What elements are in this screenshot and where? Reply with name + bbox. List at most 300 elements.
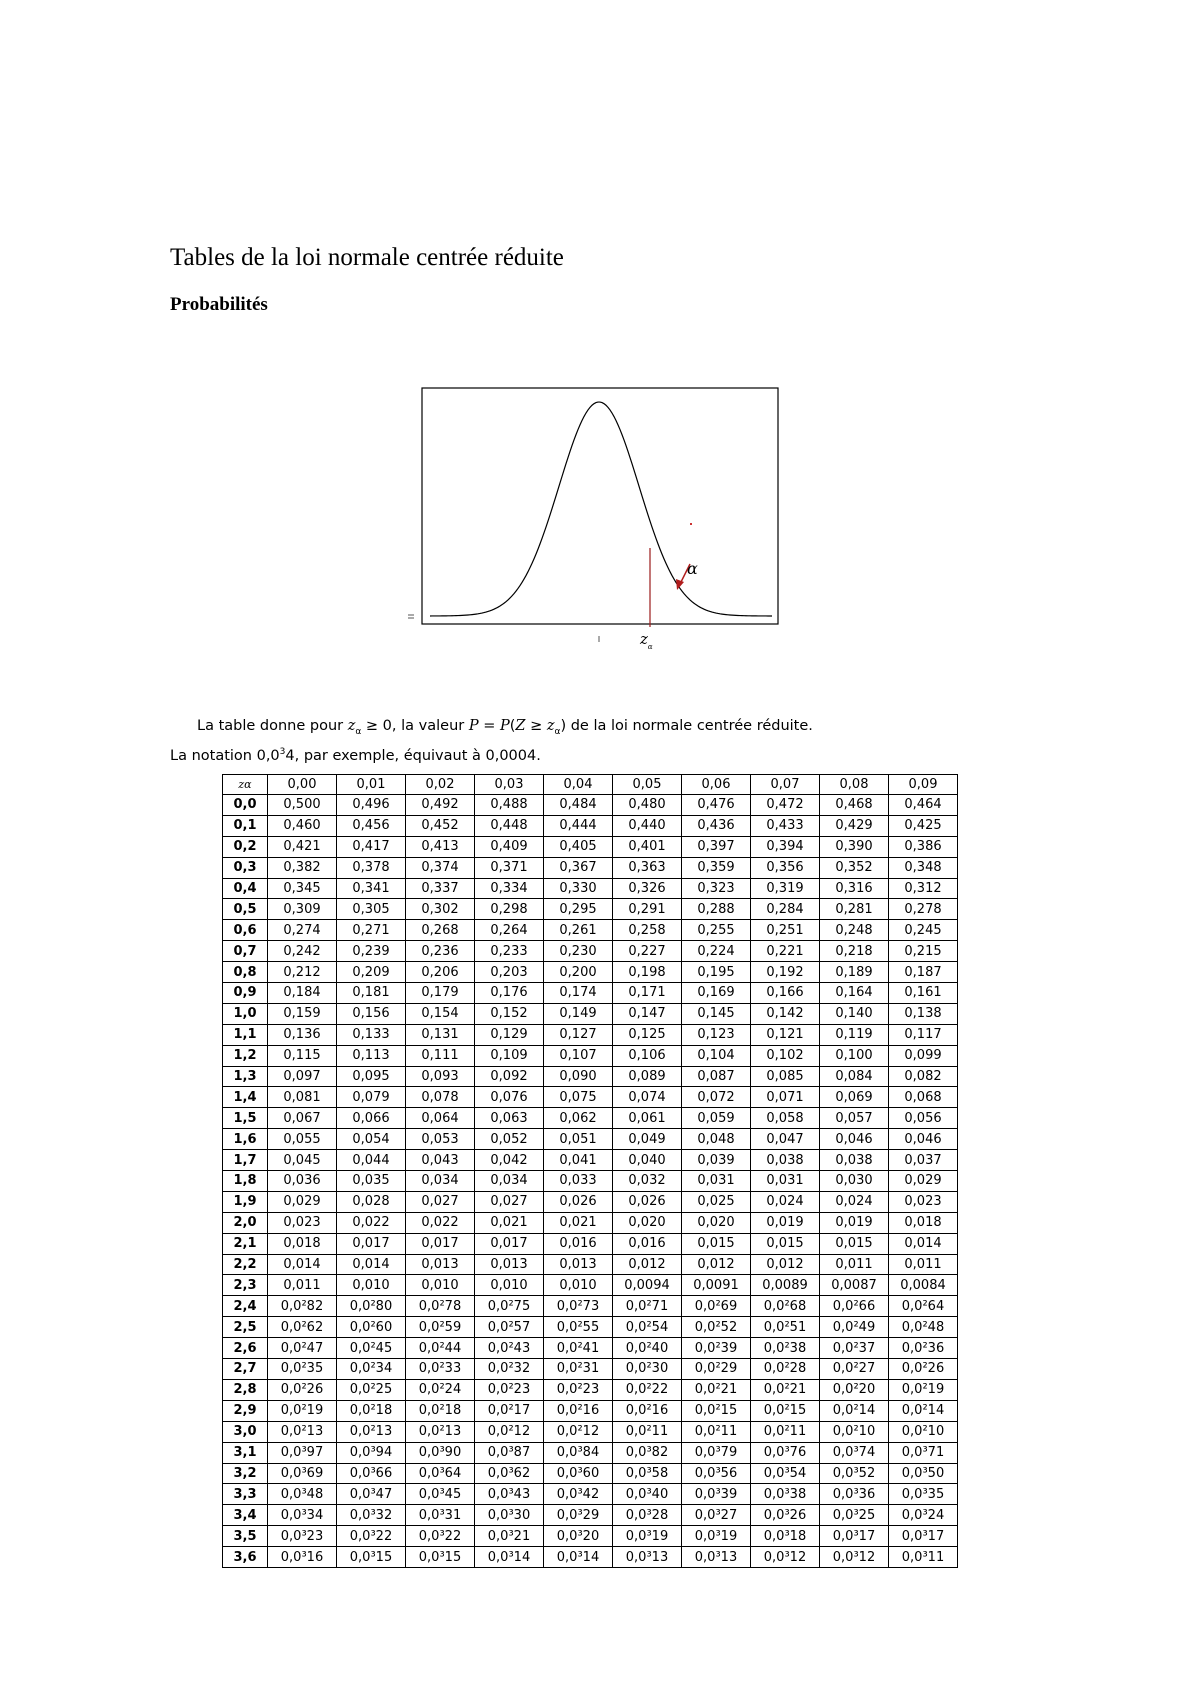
probability-cell: 0,0³26 [751,1505,820,1526]
row-z-value: 0,0 [223,795,268,816]
section-subtitle: Probabilités [170,294,268,315]
probability-cell: 0,066 [337,1108,406,1129]
probability-cell: 0,038 [820,1150,889,1171]
probability-cell: 0,224 [682,941,751,962]
probability-cell: 0,0³12 [751,1547,820,1568]
table-row [223,1233,958,1254]
probability-cell: 0,064 [406,1108,475,1129]
probability-cell: 0,464 [889,795,958,816]
probability-cell: 0,156 [337,1003,406,1024]
probability-cell: 0,0²39 [682,1338,751,1359]
probability-cell: 0,040 [613,1150,682,1171]
probability-cell: 0,284 [751,899,820,920]
probability-cell: 0,028 [337,1191,406,1212]
table-header-row [223,775,958,795]
probability-cell: 0,0³52 [820,1463,889,1484]
probability-cell: 0,0²12 [475,1421,544,1442]
probability-cell: 0,084 [820,1066,889,1087]
probability-cell: 0,0³25 [820,1505,889,1526]
probability-cell: 0,0²68 [751,1296,820,1317]
probability-cell: 0,0²17 [475,1400,544,1421]
probability-cell: 0,0²25 [337,1379,406,1400]
probability-cell: 0,0³15 [406,1547,475,1568]
probability-cell: 0,444 [544,815,613,836]
probability-cell: 0,484 [544,795,613,816]
probability-cell: 0,164 [820,983,889,1004]
probability-cell: 0,016 [613,1233,682,1254]
normal-probability-table [222,774,958,1568]
probability-cell: 0,127 [544,1024,613,1045]
table-row [223,878,958,899]
table-row [223,1171,958,1192]
probability-cell: 0,020 [682,1212,751,1233]
probability-cell: 0,255 [682,920,751,941]
probability-cell: 0,061 [613,1108,682,1129]
row-z-value: 0,4 [223,878,268,899]
probability-cell: 0,0²64 [889,1296,958,1317]
probability-cell: 0,397 [682,836,751,857]
probability-cell: 0,0²45 [337,1338,406,1359]
table-row [223,941,958,962]
probability-cell: 0,0²54 [613,1317,682,1338]
probability-cell: 0,149 [544,1003,613,1024]
probability-cell: 0,097 [268,1066,337,1087]
probability-cell: 0,136 [268,1024,337,1045]
probability-cell: 0,020 [613,1212,682,1233]
probability-cell: 0,023 [889,1191,958,1212]
probability-cell: 0,031 [682,1171,751,1192]
probability-cell: 0,107 [544,1045,613,1066]
probability-cell: 0,0²80 [337,1296,406,1317]
probability-cell: 0,095 [337,1066,406,1087]
probability-cell: 0,312 [889,878,958,899]
probability-cell: 0,386 [889,836,958,857]
probability-cell: 0,044 [337,1150,406,1171]
probability-cell: 0,0³16 [268,1547,337,1568]
table-row [223,1484,958,1505]
probability-cell: 0,133 [337,1024,406,1045]
probability-cell: 0,0²18 [406,1400,475,1421]
column-header: 0,00 [268,775,337,795]
probability-cell: 0,087 [682,1066,751,1087]
probability-cell: 0,015 [682,1233,751,1254]
row-z-value: 1,9 [223,1191,268,1212]
probability-cell: 0,0²19 [889,1379,958,1400]
table-row [223,836,958,857]
probability-cell: 0,174 [544,983,613,1004]
probability-cell: 0,043 [406,1150,475,1171]
probability-cell: 0,016 [544,1233,613,1254]
probability-cell: 0,171 [613,983,682,1004]
probability-cell: 0,0³47 [337,1484,406,1505]
probability-cell: 0,0³18 [751,1526,820,1547]
probability-cell: 0,0²57 [475,1317,544,1338]
probability-cell: 0,012 [613,1254,682,1275]
probability-cell: 0,042 [475,1150,544,1171]
probability-cell: 0,021 [544,1212,613,1233]
probability-cell: 0,251 [751,920,820,941]
probability-cell: 0,405 [544,836,613,857]
table-row [223,1212,958,1233]
probability-cell: 0,063 [475,1108,544,1129]
probability-cell: 0,0²66 [820,1296,889,1317]
table-row [223,1087,958,1108]
row-z-value: 3,6 [223,1547,268,1568]
probability-cell: 0,0³20 [544,1526,613,1547]
probability-cell: 0,0³87 [475,1442,544,1463]
probability-cell: 0,212 [268,962,337,983]
probability-cell: 0,302 [406,899,475,920]
probability-cell: 0,046 [820,1129,889,1150]
probability-cell: 0,075 [544,1087,613,1108]
probability-cell: 0,0²60 [337,1317,406,1338]
probability-cell: 0,147 [613,1003,682,1024]
probability-cell: 0,184 [268,983,337,1004]
table-row [223,1254,958,1275]
probability-cell: 0,0³39 [682,1484,751,1505]
probability-cell: 0,337 [406,878,475,899]
probability-cell: 0,409 [475,836,544,857]
probability-cell: 0,106 [613,1045,682,1066]
probability-cell: 0,363 [613,857,682,878]
probability-cell: 0,0³36 [820,1484,889,1505]
probability-cell: 0,011 [268,1275,337,1296]
column-header: 0,01 [337,775,406,795]
probability-cell: 0,0³90 [406,1442,475,1463]
probability-cell: 0,015 [751,1233,820,1254]
probability-cell: 0,099 [889,1045,958,1066]
probability-cell: 0,0²38 [751,1338,820,1359]
probability-cell: 0,0³50 [889,1463,958,1484]
probability-cell: 0,069 [820,1087,889,1108]
probability-cell: 0,0²24 [406,1379,475,1400]
column-header: 0,04 [544,775,613,795]
probability-cell: 0,017 [337,1233,406,1254]
probability-cell: 0,014 [268,1254,337,1275]
probability-cell: 0,295 [544,899,613,920]
row-z-value: 1,1 [223,1024,268,1045]
row-z-value: 2,7 [223,1359,268,1380]
probability-cell: 0,072 [682,1087,751,1108]
probability-cell: 0,058 [751,1108,820,1129]
probability-cell: 0,0²73 [544,1296,613,1317]
probability-cell: 0,123 [682,1024,751,1045]
probability-cell: 0,274 [268,920,337,941]
probability-cell: 0,082 [889,1066,958,1087]
probability-cell: 0,0³76 [751,1442,820,1463]
probability-cell: 0,089 [613,1066,682,1087]
probability-cell: 0,013 [475,1254,544,1275]
probability-cell: 0,496 [337,795,406,816]
row-z-value: 0,2 [223,836,268,857]
row-z-value: 0,8 [223,962,268,983]
probability-cell: 0,472 [751,795,820,816]
probability-cell: 0,048 [682,1129,751,1150]
probability-cell: 0,0³82 [613,1442,682,1463]
description-line-1: La table donne pour $z_\alpha \ge 0$, la valeur $P = P(Z \ge z_\alpha)$ de la loi normale centrée réduite. [197,718,813,737]
probability-cell: 0,468 [820,795,889,816]
probability-cell: 0,055 [268,1129,337,1150]
probability-cell: 0,0³84 [544,1442,613,1463]
probability-cell: 0,119 [820,1024,889,1045]
probability-cell: 0,015 [820,1233,889,1254]
row-z-value: 1,5 [223,1108,268,1129]
probability-cell: 0,142 [751,1003,820,1024]
probability-cell: 0,0²14 [820,1400,889,1421]
probability-cell: 0,021 [475,1212,544,1233]
probability-cell: 0,456 [337,815,406,836]
probability-cell: 0,093 [406,1066,475,1087]
probability-cell: 0,433 [751,815,820,836]
red-dot [690,523,692,525]
probability-cell: 0,022 [406,1212,475,1233]
probability-cell: 0,0³38 [751,1484,820,1505]
row-z-value: 0,1 [223,815,268,836]
probability-cell: 0,195 [682,962,751,983]
table-row [223,1526,958,1547]
probability-cell: 0,017 [406,1233,475,1254]
probability-cell: 0,200 [544,962,613,983]
probability-cell: 0,0³42 [544,1484,613,1505]
probability-cell: 0,026 [613,1191,682,1212]
probability-cell: 0,0³60 [544,1463,613,1484]
probability-cell: 0,034 [475,1171,544,1192]
row-z-value: 1,0 [223,1003,268,1024]
probability-cell: 0,035 [337,1171,406,1192]
row-z-value: 1,8 [223,1171,268,1192]
probability-cell: 0,0²69 [682,1296,751,1317]
row-z-value: 2,1 [223,1233,268,1254]
probability-cell: 0,0091 [682,1275,751,1296]
probability-cell: 0,023 [268,1212,337,1233]
probability-cell: 0,076 [475,1087,544,1108]
table-row [223,1275,958,1296]
table-row [223,1505,958,1526]
probability-cell: 0,245 [889,920,958,941]
probability-cell: 0,480 [613,795,682,816]
row-z-value: 2,4 [223,1296,268,1317]
probability-cell: 0,010 [406,1275,475,1296]
probability-cell: 0,0087 [820,1275,889,1296]
probability-cell: 0,057 [820,1108,889,1129]
column-header: 0,06 [682,775,751,795]
probability-cell: 0,102 [751,1045,820,1066]
probability-cell: 0,0³22 [337,1526,406,1547]
probability-cell: 0,0²44 [406,1338,475,1359]
probability-cell: 0,046 [889,1129,958,1150]
probability-cell: 0,198 [613,962,682,983]
probability-cell: 0,476 [682,795,751,816]
probability-cell: 0,401 [613,836,682,857]
probability-cell: 0,187 [889,962,958,983]
probability-cell: 0,0³14 [544,1547,613,1568]
probability-cell: 0,145 [682,1003,751,1024]
probability-cell: 0,0²13 [337,1421,406,1442]
probability-cell: 0,0³32 [337,1505,406,1526]
probability-cell: 0,239 [337,941,406,962]
probability-cell: 0,041 [544,1150,613,1171]
probability-cell: 0,0³13 [682,1547,751,1568]
probability-cell: 0,029 [889,1171,958,1192]
probability-cell: 0,390 [820,836,889,857]
probability-cell: 0,0²40 [613,1338,682,1359]
probability-cell: 0,0³40 [613,1484,682,1505]
probability-cell: 0,0²78 [406,1296,475,1317]
probability-cell: 0,012 [751,1254,820,1275]
probability-cell: 0,111 [406,1045,475,1066]
probability-cell: 0,010 [544,1275,613,1296]
probability-cell: 0,014 [337,1254,406,1275]
probability-cell: 0,054 [337,1129,406,1150]
probability-cell: 0,189 [820,962,889,983]
probability-cell: 0,0²32 [475,1359,544,1380]
probability-cell: 0,0³69 [268,1463,337,1484]
probability-cell: 0,129 [475,1024,544,1045]
probability-cell: 0,0²48 [889,1317,958,1338]
probability-cell: 0,022 [337,1212,406,1233]
probability-cell: 0,0²43 [475,1338,544,1359]
probability-cell: 0,0³29 [544,1505,613,1526]
probability-cell: 0,460 [268,815,337,836]
probability-cell: 0,018 [889,1212,958,1233]
probability-cell: 0,0²30 [613,1359,682,1380]
probability-cell: 0,0²36 [889,1338,958,1359]
row-z-value: 1,3 [223,1066,268,1087]
probability-cell: 0,169 [682,983,751,1004]
probability-cell: 0,115 [268,1045,337,1066]
probability-cell: 0,0²49 [820,1317,889,1338]
probability-cell: 0,154 [406,1003,475,1024]
probability-cell: 0,0²22 [613,1379,682,1400]
probability-cell: 0,113 [337,1045,406,1066]
probability-cell: 0,440 [613,815,682,836]
probability-cell: 0,0³58 [613,1463,682,1484]
table-row [223,962,958,983]
table-row [223,1421,958,1442]
table-row [223,1442,958,1463]
probability-cell: 0,264 [475,920,544,941]
probability-cell: 0,0²31 [544,1359,613,1380]
probability-cell: 0,0³35 [889,1484,958,1505]
probability-cell: 0,0³97 [268,1442,337,1463]
probability-cell: 0,0³22 [406,1526,475,1547]
probability-cell: 0,436 [682,815,751,836]
row-z-value: 3,0 [223,1421,268,1442]
row-z-value: 3,2 [223,1463,268,1484]
probability-cell: 0,425 [889,815,958,836]
probability-cell: 0,125 [613,1024,682,1045]
probability-cell: 0,017 [475,1233,544,1254]
probability-cell: 0,330 [544,878,613,899]
probability-cell: 0,309 [268,899,337,920]
probability-cell: 0,218 [820,941,889,962]
probability-cell: 0,0²10 [820,1421,889,1442]
z-alpha-label: $z_\alpha$ [640,630,653,651]
probability-cell: 0,323 [682,878,751,899]
probability-cell: 0,0²82 [268,1296,337,1317]
probability-cell: 0,0²13 [268,1421,337,1442]
probability-cell: 0,0³19 [613,1526,682,1547]
gaussian-curve [430,402,772,616]
probability-cell: 0,0²27 [820,1359,889,1380]
row-z-value: 2,5 [223,1317,268,1338]
probability-cell: 0,0084 [889,1275,958,1296]
probability-cell: 0,326 [613,878,682,899]
probability-cell: 0,271 [337,920,406,941]
table-row [223,1296,958,1317]
table-row [223,1003,958,1024]
probability-cell: 0,0³94 [337,1442,406,1463]
probability-cell: 0,161 [889,983,958,1004]
probability-cell: 0,013 [544,1254,613,1275]
probability-cell: 0,0²12 [544,1421,613,1442]
probability-cell: 0,0²35 [268,1359,337,1380]
probability-cell: 0,429 [820,815,889,836]
probability-cell: 0,192 [751,962,820,983]
probability-cell: 0,039 [682,1150,751,1171]
probability-cell: 0,248 [820,920,889,941]
table-row [223,1379,958,1400]
probability-cell: 0,341 [337,878,406,899]
table-row [223,1400,958,1421]
probability-cell: 0,0³31 [406,1505,475,1526]
probability-cell: 0,0³11 [889,1547,958,1568]
normal-curve-figure [400,380,800,660]
table-corner-header: zα [223,775,268,795]
probability-cell: 0,074 [613,1087,682,1108]
probability-cell: 0,033 [544,1171,613,1192]
probability-cell: 0,319 [751,878,820,899]
table-row [223,1317,958,1338]
row-z-value: 2,6 [223,1338,268,1359]
table-row [223,795,958,816]
probability-cell: 0,345 [268,878,337,899]
probability-cell: 0,140 [820,1003,889,1024]
probability-cell: 0,0²11 [682,1421,751,1442]
probability-cell: 0,0³19 [682,1526,751,1547]
probability-cell: 0,0²59 [406,1317,475,1338]
probability-cell: 0,029 [268,1191,337,1212]
probability-cell: 0,036 [268,1171,337,1192]
probability-cell: 0,236 [406,941,475,962]
probability-cell: 0,067 [268,1108,337,1129]
probability-cell: 0,159 [268,1003,337,1024]
row-z-value: 3,5 [223,1526,268,1547]
probability-cell: 0,268 [406,920,475,941]
probability-cell: 0,291 [613,899,682,920]
table-row [223,1108,958,1129]
table-description [170,716,1070,766]
probability-cell: 0,413 [406,836,475,857]
probability-cell: 0,0³14 [475,1547,544,1568]
probability-cell: 0,0²13 [406,1421,475,1442]
probability-cell: 0,0³24 [889,1505,958,1526]
row-z-value: 2,3 [223,1275,268,1296]
column-header: 0,09 [889,775,958,795]
probability-cell: 0,071 [751,1087,820,1108]
probability-cell: 0,179 [406,983,475,1004]
probability-cell: 0,0³62 [475,1463,544,1484]
probability-cell: 0,045 [268,1150,337,1171]
probability-cell: 0,037 [889,1150,958,1171]
probability-cell: 0,010 [337,1275,406,1296]
probability-cell: 0,0²51 [751,1317,820,1338]
row-z-value: 2,2 [223,1254,268,1275]
probability-cell: 0,242 [268,941,337,962]
probability-cell: 0,166 [751,983,820,1004]
column-header: 0,07 [751,775,820,795]
probability-cell: 0,019 [751,1212,820,1233]
